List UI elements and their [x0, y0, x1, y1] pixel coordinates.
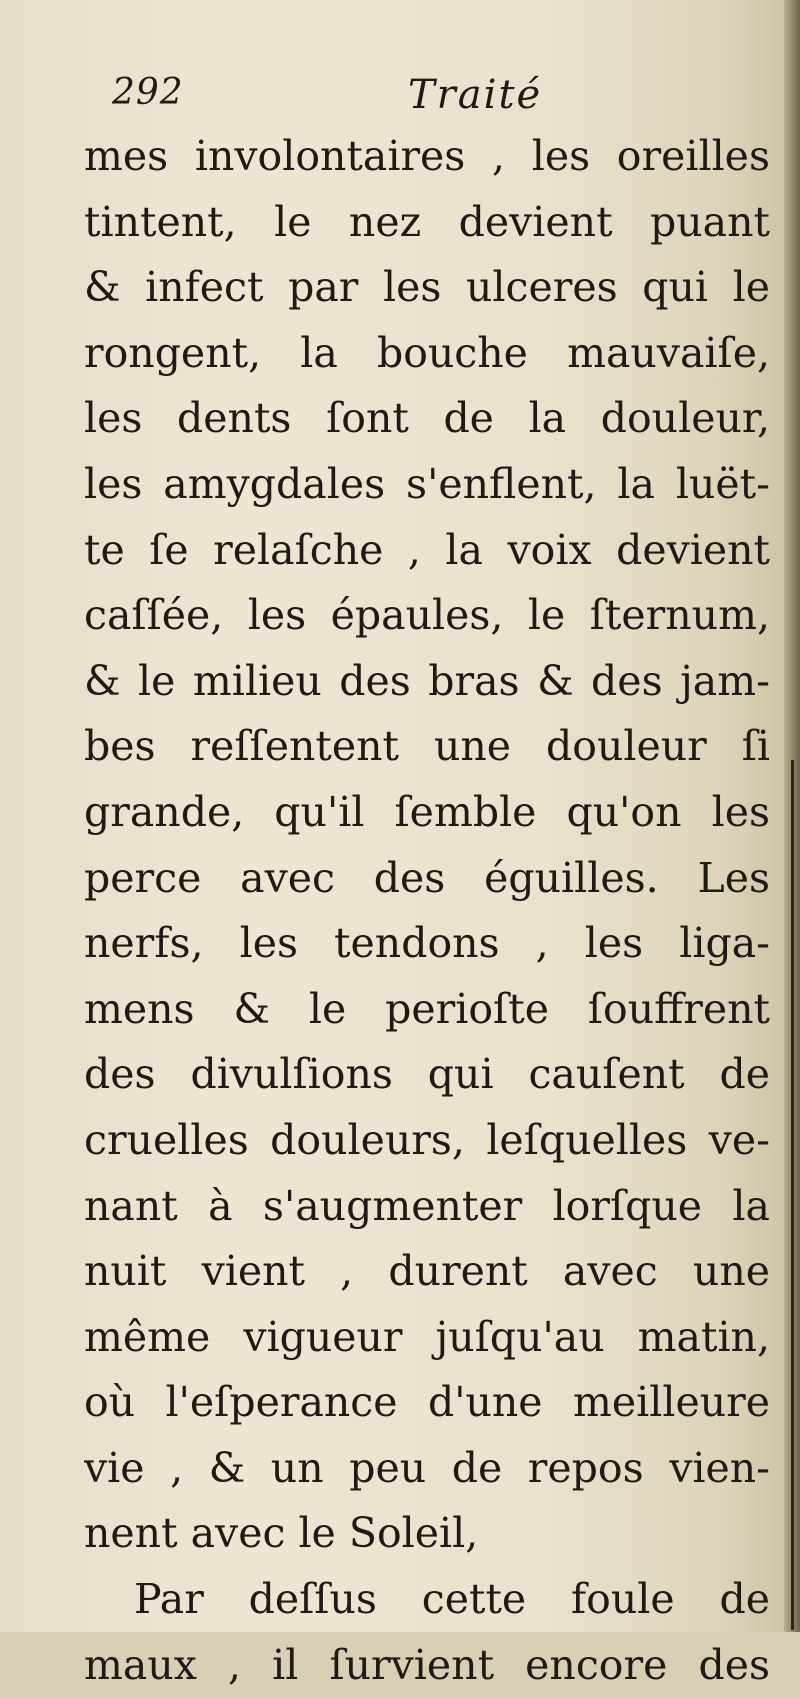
text-line: caſſée, les épaules, le ſternum, [84, 591, 770, 640]
text-line: rongent, la bouche mauvaiſe, [84, 328, 770, 377]
text-line: où l'eſperance d'une meilleure [84, 1378, 770, 1427]
text-line: grande, qu'il ſemble qu'on les [84, 787, 770, 836]
text-line: nent avec le Soleil, [84, 1509, 479, 1558]
text-line: & le milieu des bras & des jam- [84, 656, 770, 705]
text-line: nant à s'augmenter lorſque la [84, 1181, 770, 1230]
spine-edge [791, 760, 794, 1630]
text-line: mes involontaires , les oreilles [84, 132, 770, 180]
text-line: nuit vient , durent avec une [84, 1247, 770, 1296]
text-line: & infect par les ulceres qui le [84, 263, 770, 312]
text-line: les dents ſont de la douleur, [84, 394, 770, 443]
text-line: des divulſions qui cauſent de [84, 1050, 770, 1099]
page-number: 292 [112, 72, 184, 113]
text-line: bes reſſentent une douleur ſi [84, 722, 770, 771]
text-line: mens & le perioſte ſouffrent [84, 984, 770, 1033]
text-line: même vigueur juſqu'au matin, [84, 1312, 770, 1361]
running-head [112, 72, 672, 122]
text-line: maux , il ſurvient encore des [84, 1640, 770, 1689]
text-line: te ſe relaſche , la voix devient [84, 525, 770, 574]
text-line: les amygdales s'enflent, la luët- [84, 459, 770, 508]
text-line: vie , & un peu de repos vien- [84, 1443, 770, 1492]
text-line: perce avec des éguilles. Les [84, 853, 770, 902]
running-title: Traité [408, 72, 543, 118]
paragraph-start-line: Par deſſus cette foule de [134, 1575, 770, 1624]
text-line: nerfs, les tendons , les liga- [84, 919, 770, 968]
text-line: tintent, le nez devient puant [84, 197, 770, 246]
body-text [84, 124, 770, 1698]
text-line: cruelles douleurs, leſquelles ve- [84, 1115, 770, 1164]
